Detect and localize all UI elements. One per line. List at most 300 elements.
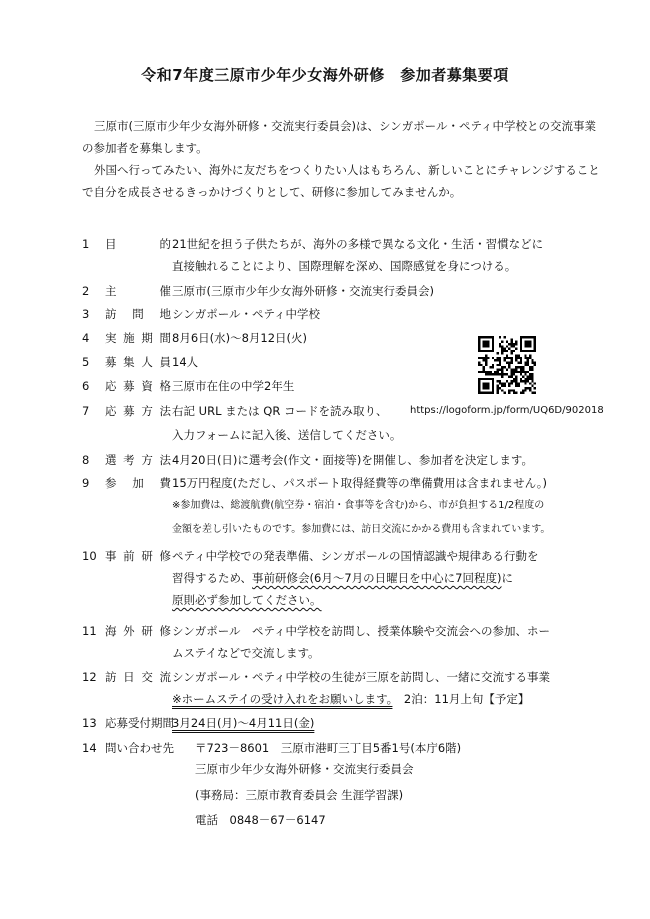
qr-module — [506, 362, 508, 364]
qr-module — [524, 362, 526, 364]
qr-module — [515, 359, 517, 361]
item-number: 2 — [82, 284, 90, 298]
qr-module — [522, 368, 524, 370]
qr-module — [504, 348, 506, 350]
qr-module — [478, 380, 480, 382]
qr-module — [497, 387, 499, 389]
qr-module — [524, 382, 526, 384]
qr-module — [527, 350, 529, 352]
qr-module — [478, 378, 480, 380]
qr-module — [492, 387, 494, 389]
qr-module — [531, 359, 533, 361]
content-line: 14人 — [172, 355, 199, 369]
item-number: 5 — [82, 355, 90, 369]
item-number: 13 — [82, 716, 97, 730]
qr-module — [490, 366, 492, 368]
qr-module — [522, 336, 524, 338]
qr-module — [506, 368, 508, 370]
qr-module — [513, 350, 515, 352]
qr-module — [515, 375, 517, 377]
qr-module — [520, 362, 522, 364]
qr-module — [483, 357, 485, 359]
qr-module — [510, 382, 512, 384]
content-line: ムステイなどで交流します。 — [172, 646, 320, 660]
qr-module — [485, 359, 487, 361]
qr-module — [490, 373, 492, 375]
qr-module — [480, 371, 482, 373]
qr-module — [529, 368, 531, 370]
qr-module — [485, 362, 487, 364]
qr-module — [497, 364, 499, 366]
item-content — [172, 712, 592, 734]
qr-module — [520, 357, 522, 359]
qr-module — [497, 359, 499, 361]
qr-module — [513, 345, 515, 347]
content-line: シンガポール・ペティ中学校の生徒が三原を訪問し、一緒に交流する事業 — [172, 670, 551, 684]
qr-module — [483, 345, 485, 347]
qr-module — [504, 359, 506, 361]
qr-module — [485, 343, 487, 345]
qr-module — [490, 336, 492, 338]
qr-module — [527, 362, 529, 364]
qr-code[interactable] — [478, 336, 536, 394]
qr-module — [524, 341, 526, 343]
item-label: 訪 問 地 — [105, 307, 171, 321]
item-label: 参 加 費 — [105, 476, 171, 490]
item-label: 応募方法 — [105, 404, 171, 418]
qr-module — [483, 392, 485, 394]
qr-module — [501, 341, 503, 343]
item-label: 応募資格 — [105, 379, 171, 393]
qr-module — [515, 355, 517, 357]
item-content — [172, 666, 592, 710]
qr-module — [508, 343, 510, 345]
qr-module — [508, 362, 510, 364]
qr-module — [506, 357, 508, 359]
content-line: 入力フォームに記入後、送信してください。 — [172, 428, 402, 442]
qr-module — [501, 375, 503, 377]
qr-module — [490, 350, 492, 352]
item-content — [172, 400, 402, 446]
content-line — [172, 589, 592, 611]
qr-module — [527, 375, 529, 377]
content-line: シンガポール ペティ中学校を訪問し、授業体験や交流会への参加、ホー — [172, 624, 551, 638]
qr-module — [485, 355, 487, 357]
qr-module — [506, 345, 508, 347]
form-url-link[interactable]: https://logoform.jp/form/UQ6D/902018 — [410, 405, 604, 416]
qr-module — [508, 382, 510, 384]
item-content — [172, 545, 592, 611]
qr-module — [534, 362, 536, 364]
content-line: 三原市(三原市少年少女海外研修・交流実行委員会) — [172, 284, 434, 298]
qr-module — [510, 350, 512, 352]
item-number: 14 — [82, 741, 97, 755]
qr-module — [524, 357, 526, 359]
item-content — [172, 280, 592, 302]
qr-module — [531, 362, 533, 364]
qr-module — [522, 350, 524, 352]
qr-module — [497, 352, 499, 354]
item-number: 8 — [82, 453, 90, 467]
qr-module — [497, 357, 499, 359]
qr-module — [510, 357, 512, 359]
qr-module — [520, 338, 522, 340]
qr-module — [485, 385, 487, 387]
qr-module — [510, 375, 512, 377]
qr-module — [520, 345, 522, 347]
qr-module — [529, 366, 531, 368]
qr-module — [494, 373, 496, 375]
qr-module — [522, 375, 524, 377]
content-line: 8月6日(水)～8月12日(火) — [172, 331, 308, 345]
qr-module — [497, 368, 499, 370]
contact-organization: 三原市少年少女海外研修・交流実行委員会 — [195, 762, 414, 776]
qr-module — [515, 357, 517, 359]
qr-module — [508, 385, 510, 387]
item-label: 実施期間 — [105, 331, 171, 345]
qr-module — [513, 373, 515, 375]
content-line — [172, 567, 592, 589]
qr-module — [499, 382, 501, 384]
qr-module — [501, 373, 503, 375]
intro-paragraph-1: 三原市(三原市少年少女海外研修・交流実行委員会)は、シンガポール・ペティ中学校との交流事業の参加者を募集します。 — [82, 119, 597, 155]
content-line: 直接触れることにより、国際理解を深め、国際感覚を身につける。 — [172, 259, 517, 273]
qr-module — [508, 364, 510, 366]
qr-module — [529, 355, 531, 357]
qr-module — [522, 389, 524, 391]
qr-module — [490, 392, 492, 394]
item-number: 7 — [82, 404, 90, 418]
qr-module — [497, 385, 499, 387]
qr-module — [492, 357, 494, 359]
fee-note-line: 金額を差し引いたものです。参加費には、訪日交流にかかる費用も含まれています。 — [172, 524, 551, 535]
qr-module — [522, 392, 524, 394]
qr-module — [487, 373, 489, 375]
qr-module — [520, 378, 522, 380]
qr-module — [510, 338, 512, 340]
qr-module — [506, 373, 508, 375]
qr-module — [531, 385, 533, 387]
qr-module — [485, 350, 487, 352]
qr-module — [520, 359, 522, 361]
qr-module — [490, 378, 492, 380]
qr-module — [492, 392, 494, 394]
content-text: 2泊：11月上旬【予定】 — [392, 692, 530, 706]
qr-module — [515, 348, 517, 350]
qr-module — [485, 387, 487, 389]
qr-module — [501, 348, 503, 350]
qr-module — [515, 385, 517, 387]
qr-module — [480, 378, 482, 380]
item-label: 主 催 — [105, 284, 171, 298]
qr-module — [497, 380, 499, 382]
content-text: 習得するため、 — [172, 571, 253, 585]
qr-module — [527, 345, 529, 347]
qr-module — [492, 385, 494, 387]
qr-module — [506, 341, 508, 343]
qr-module — [510, 373, 512, 375]
qr-module — [515, 380, 517, 382]
qr-module — [499, 343, 501, 345]
qr-module — [510, 368, 512, 370]
qr-module — [483, 350, 485, 352]
qr-module — [490, 371, 492, 373]
qr-module — [504, 382, 506, 384]
qr-module — [478, 387, 480, 389]
qr-module — [480, 392, 482, 394]
content-line: 4月20日(日)に選考会(作文・面接等)を開催し、参加者を決定します。 — [172, 453, 533, 467]
item-content — [172, 620, 592, 664]
qr-module — [499, 336, 501, 338]
qr-module — [531, 378, 533, 380]
qr-module — [480, 357, 482, 359]
item-number: 10 — [82, 549, 97, 563]
qr-module — [524, 378, 526, 380]
contact-address: 〒723－8601 三原市港町三丁目5番1号(本庁6階) — [195, 741, 462, 755]
item-label: 選考方法 — [105, 453, 171, 467]
qr-module — [485, 336, 487, 338]
qr-module — [483, 385, 485, 387]
qr-module — [517, 385, 519, 387]
item-number: 9 — [82, 476, 90, 490]
qr-module — [508, 389, 510, 391]
qr-module — [478, 350, 480, 352]
qr-module — [499, 359, 501, 361]
qr-module — [483, 366, 485, 368]
qr-module — [524, 373, 526, 375]
qr-module — [501, 352, 503, 354]
qr-module — [531, 368, 533, 370]
content-line: ペティ中学校での発表準備、シンガポールの国情認識や規律ある行動を — [172, 549, 539, 563]
qr-module — [515, 366, 517, 368]
qr-module — [494, 359, 496, 361]
qr-module — [534, 341, 536, 343]
qr-module — [524, 387, 526, 389]
qr-module — [506, 355, 508, 357]
qr-module — [492, 380, 494, 382]
qr-module — [522, 366, 524, 368]
qr-module — [478, 343, 480, 345]
qr-module — [497, 373, 499, 375]
item-number: 3 — [82, 307, 90, 321]
qr-module — [520, 366, 522, 368]
qr-module — [478, 357, 480, 359]
qr-module — [501, 345, 503, 347]
qr-module — [478, 389, 480, 391]
qr-module — [487, 387, 489, 389]
qr-module — [524, 364, 526, 366]
qr-module — [492, 378, 494, 380]
qr-module — [531, 375, 533, 377]
qr-module — [501, 368, 503, 370]
qr-module — [478, 341, 480, 343]
qr-module — [483, 359, 485, 361]
item-label: 応募受付期間 — [105, 716, 174, 730]
qr-module — [478, 362, 480, 364]
qr-module — [520, 350, 522, 352]
qr-module — [492, 366, 494, 368]
content-text: に — [501, 571, 513, 585]
intro — [82, 115, 602, 203]
qr-module — [478, 338, 480, 340]
qr-module — [515, 368, 517, 370]
qr-module — [524, 380, 526, 382]
item-number: 6 — [82, 379, 90, 393]
qr-module — [520, 336, 522, 338]
qr-module — [492, 341, 494, 343]
qr-module — [510, 345, 512, 347]
qr-module — [504, 366, 506, 368]
qr-module — [534, 343, 536, 345]
qr-module — [478, 336, 480, 338]
qr-module — [517, 366, 519, 368]
qr-module — [520, 371, 522, 373]
qr-module — [478, 348, 480, 350]
qr-module — [492, 348, 494, 350]
qr-module — [515, 392, 517, 394]
qr-module — [527, 343, 529, 345]
qr-module — [487, 357, 489, 359]
qr-module — [480, 336, 482, 338]
content-line — [172, 712, 592, 734]
qr-module — [504, 373, 506, 375]
qr-module — [487, 385, 489, 387]
qr-module — [510, 362, 512, 364]
qr-module — [485, 345, 487, 347]
qr-module — [478, 392, 480, 394]
qr-module — [510, 380, 512, 382]
qr-module — [487, 343, 489, 345]
qr-module — [527, 359, 529, 361]
qr-module — [531, 366, 533, 368]
qr-module — [531, 392, 533, 394]
qr-module — [513, 343, 515, 345]
content-line: 三原市在住の中学2年生 — [172, 379, 295, 393]
qr-module — [492, 389, 494, 391]
item-content — [172, 449, 592, 471]
qr-module — [492, 350, 494, 352]
qr-module — [531, 350, 533, 352]
qr-module — [517, 382, 519, 384]
qr-module — [487, 350, 489, 352]
qr-module — [501, 382, 503, 384]
qr-module — [517, 371, 519, 373]
qr-module — [483, 378, 485, 380]
qr-module — [483, 343, 485, 345]
qr-module — [497, 392, 499, 394]
qr-module — [534, 364, 536, 366]
emphasis-text: ※ホームステイの受け入れをお願いします。 — [172, 692, 393, 706]
qr-module — [534, 336, 536, 338]
content-line: シンガポール・ペティ中学校 — [172, 307, 321, 321]
qr-module — [522, 380, 524, 382]
qr-module — [504, 392, 506, 394]
qr-module — [485, 341, 487, 343]
qr-module — [527, 378, 529, 380]
qr-module — [492, 336, 494, 338]
qr-module — [483, 387, 485, 389]
qr-module — [513, 389, 515, 391]
qr-module — [534, 348, 536, 350]
qr-module — [529, 389, 531, 391]
item-number: 12 — [82, 670, 97, 684]
qr-module — [524, 350, 526, 352]
qr-module — [492, 373, 494, 375]
qr-module — [487, 378, 489, 380]
qr-module — [499, 357, 501, 359]
qr-module — [483, 382, 485, 384]
qr-module — [487, 371, 489, 373]
qr-module — [478, 371, 480, 373]
qr-module — [499, 362, 501, 364]
qr-module — [492, 343, 494, 345]
qr-module — [515, 343, 517, 345]
qr-module — [513, 368, 515, 370]
qr-module — [501, 350, 503, 352]
qr-module — [485, 392, 487, 394]
qr-module — [524, 389, 526, 391]
qr-module — [527, 336, 529, 338]
qr-module — [527, 341, 529, 343]
item-content — [172, 233, 592, 277]
qr-module — [524, 343, 526, 345]
qr-module — [510, 389, 512, 391]
emphasis-text: 3月24日(月)～4月11日(金) — [172, 716, 315, 730]
contact-office: (事務局：三原市教育委員会 生涯学習課) — [195, 788, 404, 802]
qr-module — [504, 357, 506, 359]
qr-module — [478, 345, 480, 347]
qr-module — [522, 371, 524, 373]
emphasis-text: 事前研修会(6月～7月の日曜日を中心に7回程度) — [252, 571, 502, 585]
qr-module — [508, 357, 510, 359]
qr-module — [513, 371, 515, 373]
content-line: 15万円程度(ただし、パスポート取得経費等の準備費用は含まれません。) — [172, 476, 548, 490]
qr-module — [499, 368, 501, 370]
content-line: 右記 URL または QR コードを読み取り、 — [172, 404, 388, 418]
qr-module — [485, 364, 487, 366]
qr-module — [492, 338, 494, 340]
qr-module — [529, 357, 531, 359]
qr-module — [515, 382, 517, 384]
item-content — [195, 737, 615, 759]
qr-module — [534, 382, 536, 384]
qr-module — [510, 371, 512, 373]
qr-module — [487, 392, 489, 394]
qr-module — [483, 371, 485, 373]
qr-module — [483, 336, 485, 338]
qr-module — [517, 355, 519, 357]
qr-module — [531, 373, 533, 375]
qr-module — [520, 341, 522, 343]
item-number: 11 — [82, 624, 97, 638]
intro-paragraph-2: 外国へ行ってみたい、海外に友だちをつくりたい人はもちろん、新しいことにチャレンジすることで自分を成長させるきっかけづくりとして、研修に参加してみませんか。 — [82, 163, 600, 199]
qr-module — [499, 345, 501, 347]
item-content — [172, 472, 592, 542]
qr-module — [478, 382, 480, 384]
qr-module — [501, 366, 503, 368]
item-content — [172, 303, 592, 325]
qr-module — [520, 368, 522, 370]
qr-module — [529, 336, 531, 338]
qr-module — [508, 348, 510, 350]
qr-module — [524, 345, 526, 347]
page-title: 令和7年度三原市少年少女海外研修 参加者募集要項 — [141, 66, 509, 84]
qr-module — [485, 382, 487, 384]
qr-module — [529, 343, 531, 345]
qr-module — [534, 392, 536, 394]
item-label: 目 的 — [105, 237, 171, 251]
qr-module — [524, 355, 526, 357]
